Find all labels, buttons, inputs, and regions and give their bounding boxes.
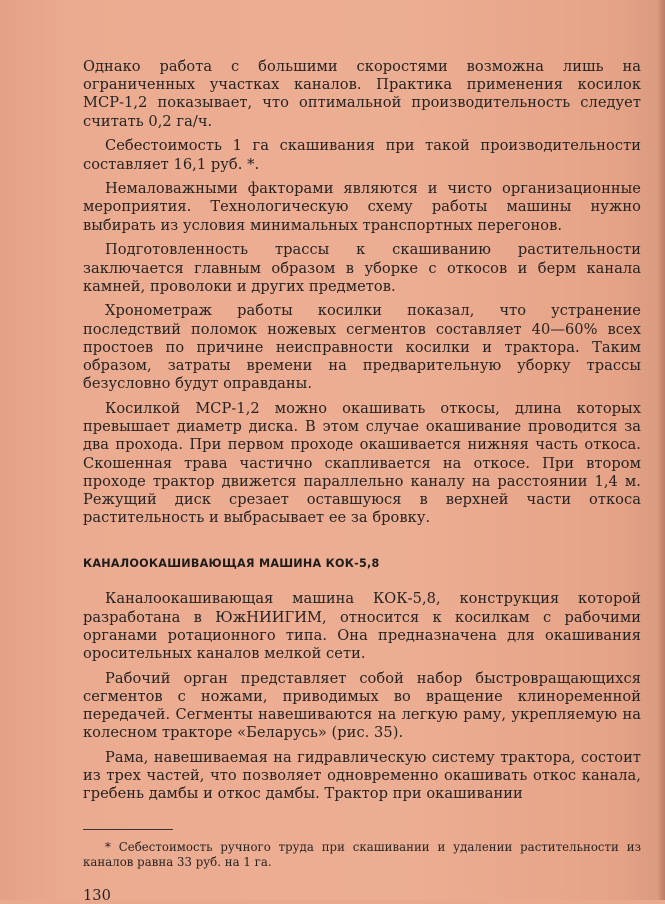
paragraph: Рабочий орган представляет собой набор быстровращающихся сегментов с ножами, приводимых во вращение клиноременной передачей. Сегменты навешиваются на легкую раму, укрепляемую на колесном тракторе «Беларусь» (рис. 35). xyxy=(83,669,641,742)
paragraph: Каналоокашивающая машина КОК-5,8, конструкция которой разработана в ЮжНИИГИМ, относится к косилкам с рабочими органами ротационного типа. Она предназначена для окашивания оросительных каналов мелкой сети. xyxy=(83,590,641,662)
paragraph: Однако работа с большими скоростями возможна лишь на ограниченных участках каналов. Практика применения косилок МСР-1,2 показывает, что оптимальной производительность следует считать 0,2 га/ч. xyxy=(83,58,641,130)
paragraph: Косилкой МСР-1,2 можно окашивать откосы, длина которых превышает диаметр диска. В этом случае окашивание проводится за два прохода. При первом проходе окашивается нижняя часть откоса. Скошенная трава частично скапливается на откосе. При втором проходе трактор движется параллельно каналу на расстоянии 1,4 м. Режущий диск срезает оставшуюся в верхней части откоса растительность и выбрасывает ее за бровку. xyxy=(83,399,641,527)
section-heading: КАНАЛООКАШИВАЮЩАЯ МАШИНА КОК-5,8 xyxy=(83,557,380,571)
page-number: 130 xyxy=(83,886,111,904)
footnote-divider xyxy=(83,829,173,830)
page-edge-shadow xyxy=(657,0,665,900)
paragraph: Рама, навешиваемая на гидравлическую систему трактора, состоит из трех частей, что позволяет одновременно окашивать откос канала, гребень дамбы и откос дамбы. Трактор при окашивании xyxy=(83,749,641,803)
paragraph: Себестоимость 1 га скашивания при такой производительности составляет 16,1 руб. *. xyxy=(83,137,641,173)
footnote: * Себестоимость ручного труда при скашивании и удалении растительности из каналов равна 33 руб. на 1 га. xyxy=(83,839,641,870)
paragraph: Хронометраж работы косилки показал, что устранение последствий поломок ножевых сегментов составляет 40—60% всех простоев по причине неисправности косилки и трактора. Таким образом, затраты времени на предварительную уборку трассы безусловно будут оправданы. xyxy=(83,302,641,393)
paragraph: Немаловажными факторами являются и чисто организационные мероприятия. Технологическую схему работы машины нужно выбирать из условия минимальных транспортных перегонов. xyxy=(83,180,641,234)
paragraph: Подготовленность трассы к скашиванию растительности заключается главным образом в уборке с откосов и берм канала камней, проволоки и других предметов. xyxy=(83,241,641,295)
text-column xyxy=(83,58,641,904)
